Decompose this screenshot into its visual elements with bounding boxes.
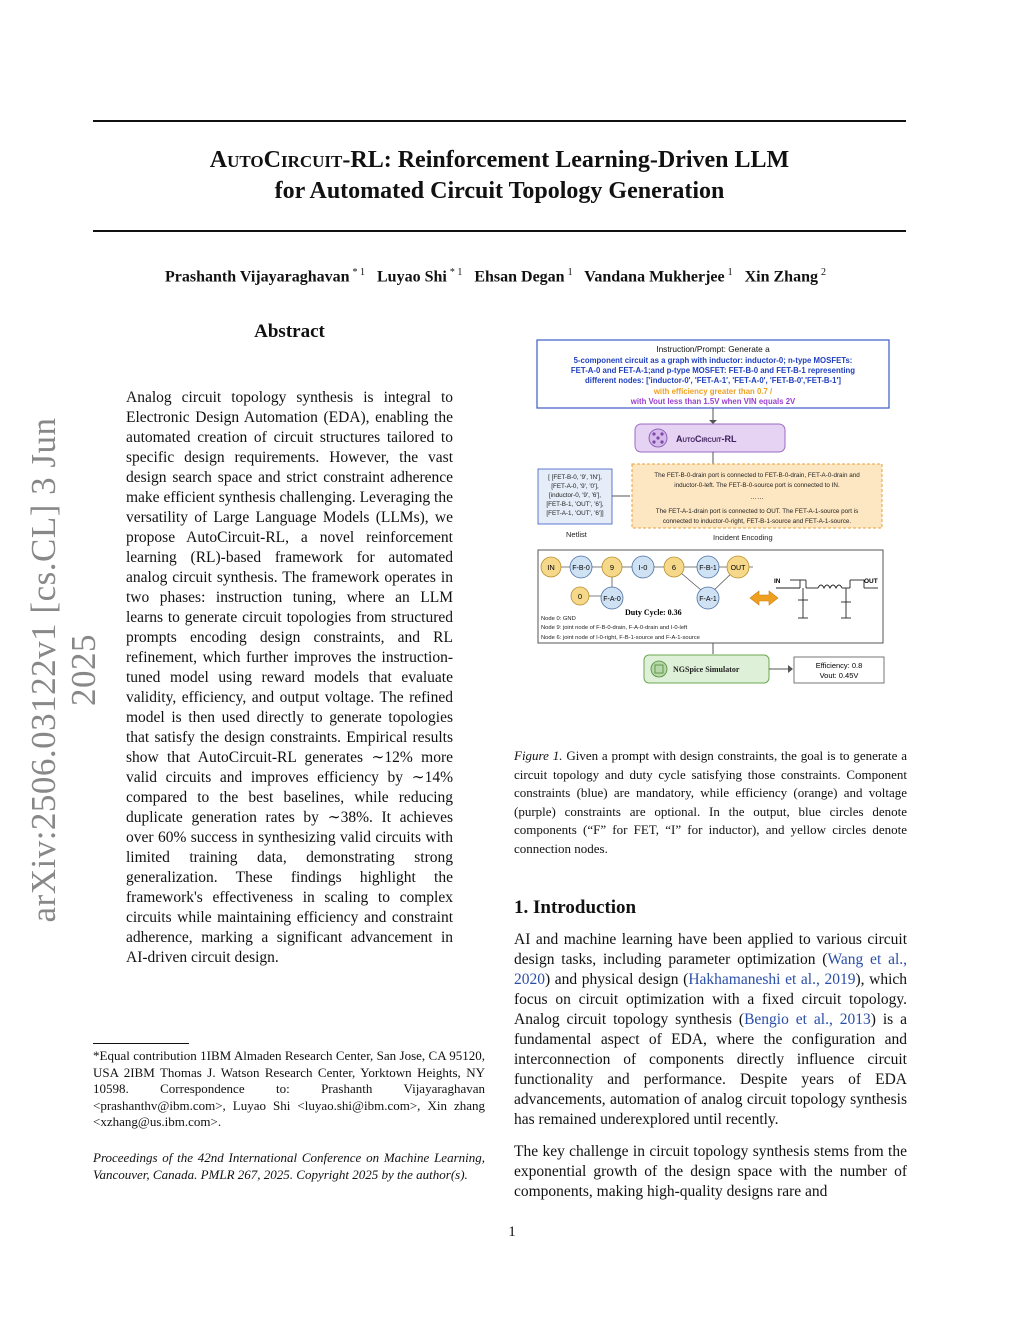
introduction-heading: 1. Introduction: [514, 897, 637, 918]
component-label: F-B-1: [699, 565, 717, 572]
abstract-heading: Abstract: [254, 321, 325, 342]
node-label: 9: [609, 563, 615, 572]
introduction-paragraph-1: [514, 930, 907, 1130]
prompt-line: 5-component circuit as a graph with inductor: inductor-0; n-type MOSFETs:: [573, 356, 853, 365]
citation-link[interactable]: Bengio et al., 2013: [744, 1011, 871, 1028]
paper-title: [93, 145, 906, 207]
prompt-line: FET-A-0 and FET-A-1;and p-type MOSFET: FET-B-0 and FET-B-1 representing: [570, 366, 856, 375]
arrowhead: [709, 420, 717, 424]
introduction-paragraph-2: The key challenge in circuit topology synthesis stems from the exponential growth of the design space with the number of components, making high-quality designs rare and: [514, 1143, 907, 1200]
node-note: Node 9: joint node of F-B-0-drain, F-A-0-drain and I-0-left: [541, 625, 688, 631]
citation-link[interactable]: Hakhamaneshi et al., 2019: [688, 971, 856, 988]
author-name: Vandana Mukherjee: [584, 268, 725, 286]
figure-1: [528, 338, 900, 693]
paragraph-text: AI and machine learning have been applied to various circuit design tasks, including parameter optimization (: [514, 931, 907, 968]
author-affiliation: * 1: [352, 267, 365, 278]
arxiv-identifier: arXiv:2506.03122v1 [cs.CL] 3 Jun 2025: [24, 417, 103, 923]
author-affiliation: * 1: [449, 267, 463, 278]
encoding-line: The FET-B-0-drain port is connected to FET-B-0-drain, FET-A-0-drain and: [654, 472, 860, 479]
netlist-line: [FET-A-1, 'OUT', '6']]: [546, 510, 604, 517]
author-affiliation: 2: [820, 267, 826, 278]
abstract-text: Analog circuit topology synthesis is integral to Electronic Design Automation (EDA), enabling the automated creation of circuit structures tailored to specific design requirements. However, the vast design search space and strict constraint adherence make efficient synthesis challenging. Leveraging the versatility of Large Language Models (LLMs), we propose AutoCircuit-RL, a novel reinforcement learning (RL)-based framework for automated analog circuit synthesis. The framework operates in two phases: instruction tuning, where an LLM learns to generate circuit topologies from structured prompts encoding design constraints, and RL refinement, which further improves the instruction-tuned model using reward models that evaluate validity, efficiency, and output voltage. The refined model is then used directly to generate topologies that satisfy the design constraints. Empirical results show that AutoCircuit-RL generates ∼12% more valid circuits and improves efficiency by ∼14% compared to the best baselines, while reducing duplicate generation rates by ∼38%. It achieves over 60% success in synthesizing valid circuits with limited training data, demonstrating strong generalization. These findings highlight the framework's effectiveness in scaling to complex circuits while maintaining efficiency and constraint adherence, marking a significant advancement in AI-driven circuit design.: [126, 389, 453, 966]
model-name: AutoCircuit-RL: [676, 434, 737, 444]
node-label: 6: [671, 563, 677, 572]
author-name: Luyao Shi: [377, 268, 447, 286]
node-note: Node 6: joint node of I-0-right, F-B-1-source and F-A-1-source: [541, 635, 700, 641]
node-label: 0: [577, 592, 583, 601]
simulator-name: NGSpice Simulator: [673, 665, 740, 674]
voltage-constraint: with Vout less than 1.5V when VIN equals 2V: [630, 397, 796, 406]
encoding-ellipsis: ……: [750, 494, 764, 501]
efficiency-result: Efficiency: 0.8: [815, 661, 863, 670]
author-list: [93, 267, 906, 286]
author-name: Prashanth Vijayaraghavan: [165, 268, 350, 286]
proceedings-note: Proceedings of the 42nd International Conference on Machine Learning, Vancouver, Canada. PMLR 267, 2025. Copyright 2025 by the author(s).: [93, 1150, 485, 1182]
schematic-out-label: OUT: [864, 578, 878, 585]
encoding-line: connected to inductor-0-right, FET-B-1-source and FET-A-1-source.: [662, 518, 852, 525]
netlist-line: [inductor-0, '9', '6'],: [548, 492, 602, 499]
schematic-in-label: IN: [774, 578, 781, 585]
prompt-heading: Instruction/Prompt: Generate a: [656, 344, 770, 354]
encoding-label: Incident Encoding: [713, 533, 773, 542]
netlist-line: [FET-B-1, 'OUT', '6'],: [546, 501, 604, 508]
title-line1: : Reinforcement Learning-Driven LLM: [383, 147, 790, 173]
author-name: Xin Zhang: [744, 268, 818, 286]
simulator-icon: [651, 661, 667, 677]
author-name: Ehsan Degan: [474, 268, 565, 286]
paragraph-text: ) and physical design (: [545, 971, 689, 988]
figure-caption: [514, 747, 907, 858]
node-label: IN: [547, 563, 555, 572]
duty-cycle: Duty Cycle: 0.36: [625, 608, 682, 617]
author-affiliation: 1: [727, 267, 733, 278]
citation-link[interactable]: Wang et al., 2020: [514, 951, 908, 988]
component-label: F-A-0: [603, 596, 621, 603]
top-rule: [93, 120, 906, 122]
netlist-label: Netlist: [566, 530, 587, 539]
caption-label: Figure 1.: [514, 748, 563, 763]
title-system-name: AutoCircuit-RL: [209, 147, 384, 173]
component-label: I-0: [638, 563, 648, 572]
node-note: Node 0: GND: [541, 616, 576, 622]
paragraph-text: ), which focus on circuit optimization with a fixed circuit topology. Analog circuit topology synthesis (: [514, 971, 908, 1028]
node-label: OUT: [730, 565, 746, 572]
footnote: *Equal contribution 1IBM Almaden Research Center, San Jose, CA 95120, USA 2IBM Thomas J. Watson Research Center, Yorktown Heights, NY 10598. Correspondence to: Prashanth Vijayaraghavan <prashanthv@ibm.com>, Luyao Shi <luyao.shi@ibm.com>, Xin zhang <xzhang@us.ibm.com>.: [93, 1048, 485, 1129]
component-label: F-B-0: [572, 565, 590, 572]
component-label: F-A-1: [699, 596, 717, 603]
prompt-line: different nodes: ['inductor-0', 'FET-A-1', 'FET-A-0', 'FET-B-0','FET-B-1']: [585, 376, 841, 385]
page-number: 1: [508, 1224, 516, 1240]
encoding-line: The FET-A-1-drain port is connected to OUT. The FET-A-1-source port is: [655, 508, 859, 515]
footnote-rule: [93, 1043, 189, 1044]
encoding-line: inductor-0-left. The FET-B-0-source port is connected to IN.: [674, 482, 840, 489]
title-bottom-rule: [93, 230, 906, 232]
vout-result: Vout: 0.45V: [819, 671, 859, 680]
arrowhead: [788, 665, 793, 673]
netlist-line: [FET-A-0, '9', '0'],: [551, 483, 599, 490]
neural-network-icon: [649, 429, 667, 447]
title-line2: for Automated Circuit Topology Generation: [274, 178, 725, 204]
netlist-line: [ [FET-B-0, '9', 'IN'],: [548, 474, 602, 481]
author-affiliation: 1: [567, 267, 573, 278]
efficiency-constraint: with efficiency greater than 0.7 /: [653, 387, 773, 396]
paragraph-text: ) is a fundamental aspect of EDA, where the configuration and interconnection of components directly influence circuit functionality and performance. Despite years of EDA advancements, automation of analog circuit topology synthesis has remained underexplored until recently.: [514, 1011, 907, 1128]
caption-text: Given a prompt with design constraints, the goal is to generate a circuit topology and duty cycle satisfying those constraints. Component constraints (blue) are mandatory, while efficiency (orange) and voltage (purple) constraints are optional. In the output, blue circles denote components (“F” for FET, “I” for inductor), and yellow circles denote connection nodes.: [514, 748, 908, 856]
